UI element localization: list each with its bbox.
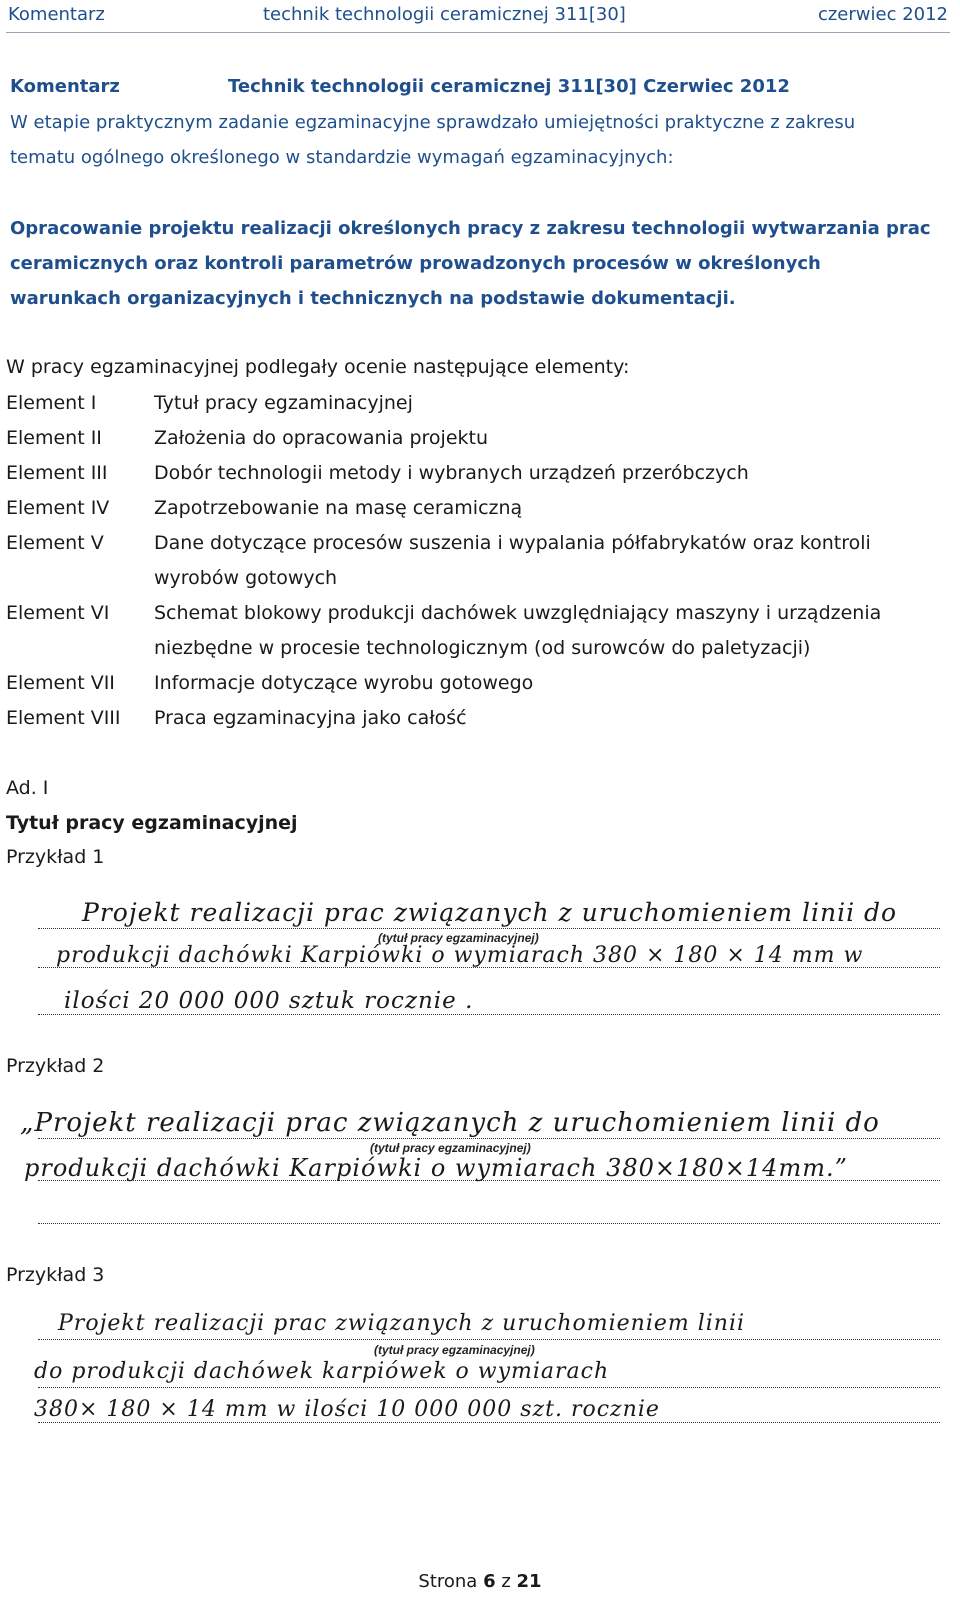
handwriting-line: 380× 180 × 14 mm w ilości 10 000 000 szt. rocznie bbox=[34, 1397, 660, 1422]
example-label: Przykład 2 bbox=[6, 1055, 105, 1077]
element-desc: Założenia do opracowania projektu bbox=[154, 427, 489, 449]
header-left: Komentarz bbox=[8, 4, 105, 25]
handwritten-example-3 bbox=[34, 1305, 940, 1435]
header-right: czerwiec 2012 bbox=[817, 4, 948, 25]
element-name: Element III bbox=[6, 462, 108, 484]
element-name: Element VI bbox=[6, 602, 110, 624]
handwriting-line: Projekt realizacji prac związanych z uruchomieniem linii bbox=[58, 1311, 746, 1336]
title-komentarz: Komentarz bbox=[10, 76, 120, 97]
dotted-line bbox=[38, 1138, 940, 1139]
task-line-3: warunkach organizacyjnych i technicznych na podstawie dokumentacji. bbox=[10, 288, 736, 309]
dotted-line bbox=[38, 928, 940, 929]
element-desc: Tytuł pracy egzaminacyjnej bbox=[154, 392, 413, 414]
dotted-line bbox=[38, 1387, 940, 1388]
element-desc-cont: wyrobów gotowych bbox=[154, 567, 338, 589]
handwriting-line: do produkcji dachówek karpiówek o wymiarach bbox=[34, 1359, 610, 1384]
handwriting-line: produkcji dachówki Karpiówki o wymiarach 380 × 180 × 14 mm w bbox=[56, 943, 864, 968]
element-desc: Dane dotyczące procesów suszenia i wypalania półfabrykatów oraz kontroli bbox=[154, 532, 871, 554]
elements-intro: W pracy egzaminacyjnej podlegały ocenie następujące elementy: bbox=[6, 356, 630, 378]
task-line-2: ceramicznych oraz kontroli parametrów prowadzonych procesów w określonych bbox=[10, 253, 821, 274]
handwriting-line: produkcji dachówki Karpiówki o wymiarach 380×180×14mm.” bbox=[24, 1154, 848, 1182]
dotted-line bbox=[38, 1223, 940, 1224]
element-name: Element VII bbox=[6, 672, 115, 694]
footer-page: 6 bbox=[483, 1571, 496, 1592]
intro-line-2: tematu ogólnego określonego w standardzie wymagań egzaminacyjnych: bbox=[10, 147, 674, 168]
handwriting-line: ilości 20 000 000 sztuk rocznie . bbox=[64, 988, 474, 1014]
element-desc-cont: niezbędne w procesie technologicznym (od surowców do paletyzacji) bbox=[154, 637, 811, 659]
dotted-line bbox=[38, 1339, 940, 1340]
ad-label: Ad. I bbox=[6, 777, 49, 799]
element-name: Element IV bbox=[6, 497, 110, 519]
handwritten-example-1 bbox=[38, 890, 940, 1020]
example-label: Przykład 3 bbox=[6, 1264, 105, 1286]
element-desc: Zapotrzebowanie na masę ceramiczną bbox=[154, 497, 523, 519]
dotted-line bbox=[38, 1014, 940, 1015]
example-label: Przykład 1 bbox=[6, 846, 105, 868]
page-footer bbox=[0, 1571, 960, 1592]
footer-total: 21 bbox=[516, 1571, 542, 1592]
element-desc: Praca egzaminacyjna jako całość bbox=[154, 707, 467, 729]
intro-line-1: W etapie praktycznym zadanie egzaminacyjne sprawdzało umiejętności praktyczne z zakresu bbox=[10, 112, 856, 133]
task-line-1: Opracowanie projektu realizacji określonych pracy z zakresu technologii wytwarzania prac bbox=[10, 218, 931, 239]
element-desc: Dobór technologii metody i wybranych urządzeń przeróbczych bbox=[154, 462, 749, 484]
element-name: Element I bbox=[6, 392, 97, 414]
ad-heading: Tytuł pracy egzaminacyjnej bbox=[6, 812, 298, 834]
element-desc: Informacje dotyczące wyrobu gotowego bbox=[154, 672, 534, 694]
handwriting-caption: (tytuł pracy egzaminacyjnej) bbox=[374, 1343, 535, 1357]
title-main: Technik technologii ceramicznej 311[30] Czerwiec 2012 bbox=[228, 76, 790, 97]
handwriting-caption: (tytuł pracy egzaminacyjnej) bbox=[378, 931, 539, 945]
element-desc: Schemat blokowy produkcji dachówek uwzględniający maszyny i urządzenia bbox=[154, 602, 882, 624]
page-title bbox=[10, 76, 950, 100]
header-center: technik technologii ceramicznej 311[30] bbox=[263, 4, 626, 25]
element-name: Element II bbox=[6, 427, 102, 449]
element-name: Element V bbox=[6, 532, 104, 554]
running-header bbox=[0, 2, 960, 32]
handwriting-caption: (tytuł pracy egzaminacyjnej) bbox=[370, 1141, 531, 1155]
dotted-line bbox=[38, 1422, 940, 1423]
handwritten-example-2 bbox=[20, 1100, 940, 1230]
handwriting-line: „Projekt realizacji prac związanych z uruchomieniem linii do bbox=[20, 1108, 880, 1138]
handwriting-line: Projekt realizacji prac związanych z uruchomieniem linii do bbox=[82, 898, 898, 927]
footer-sep: z bbox=[501, 1571, 511, 1592]
element-name: Element VIII bbox=[6, 707, 121, 729]
header-divider bbox=[6, 32, 950, 33]
footer-prefix: Strona bbox=[418, 1571, 478, 1592]
